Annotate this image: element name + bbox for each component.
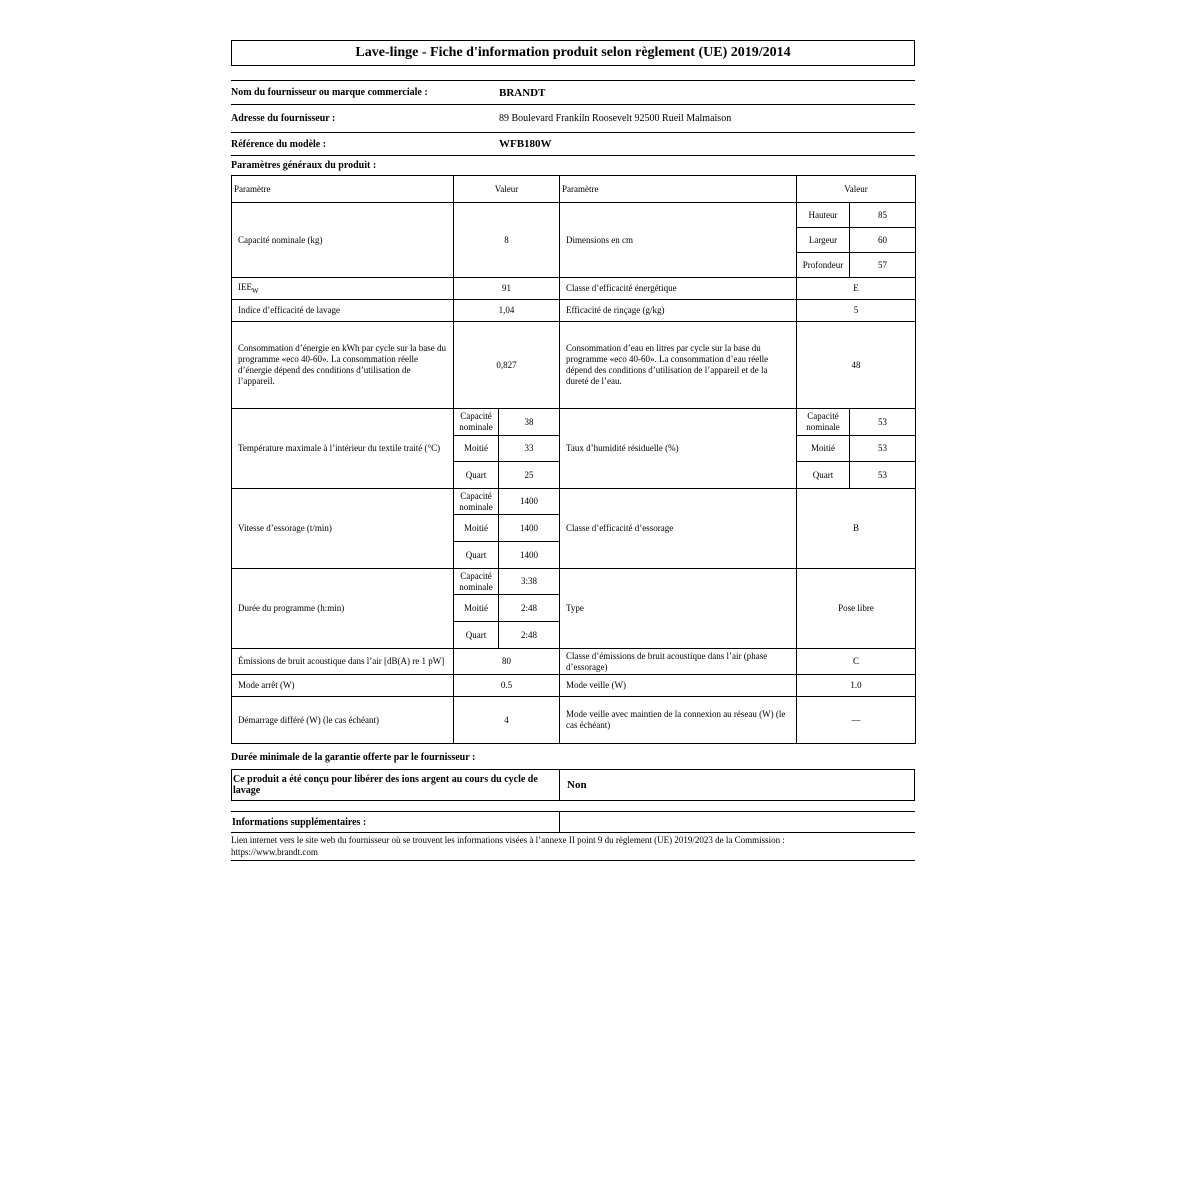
energy-class-value: E xyxy=(797,278,916,300)
height-value: 85 xyxy=(850,203,916,228)
duration-quarter-label: Quart xyxy=(454,622,499,649)
networked-standby-label: Mode veille avec maintien de la connexion au réseau (W) (le cas échéant) xyxy=(560,697,797,744)
supplier-link-url[interactable]: https://www.brandt.com xyxy=(231,846,318,857)
capacity-label: Capacité nominale (kg) xyxy=(232,203,454,278)
params-heading: Paramètres généraux du produit : xyxy=(231,155,915,175)
dimensions-label: Dimensions en cm xyxy=(560,203,797,278)
spin-class-value: B xyxy=(797,489,916,569)
sheet-title-text: Lave-linge - Fiche d'information produit selon règlement (UE) 2019/2014 xyxy=(355,45,791,60)
duration-capacity-value: 3:38 xyxy=(499,569,560,595)
spin-capacity-label: Capacité nominale xyxy=(454,489,499,515)
silver-ions-label: Ce produit a été conçu pour libérer des ions argent au cours du cycle de lavage xyxy=(232,770,560,800)
water-consumption-value: 48 xyxy=(797,322,916,409)
type-label: Type xyxy=(560,569,797,649)
width-label: Largeur xyxy=(797,228,850,253)
washing-index-value: 1,04 xyxy=(454,300,560,322)
silver-ions-row xyxy=(231,769,915,801)
product-information-sheet xyxy=(231,40,915,861)
temperature-capacity-label: Capacité nominale xyxy=(454,409,499,436)
ieew-value: 91 xyxy=(454,278,560,300)
off-mode-value: 0.5 xyxy=(454,675,560,697)
rinsing-label: Efficacité de rinçage (g/kg) xyxy=(560,300,797,322)
spin-speed-label: Vitesse d’essorage (t/min) xyxy=(232,489,454,569)
temperature-half-value: 33 xyxy=(499,436,560,462)
spin-quarter-label: Quart xyxy=(454,542,499,569)
duration-capacity-label: Capacité nominale xyxy=(454,569,499,595)
humidity-quarter-label: Quart xyxy=(797,462,850,489)
extra-info-value xyxy=(560,812,915,832)
delayed-start-label: Démarrage différé (W) (le cas échéant) xyxy=(232,697,454,744)
spin-capacity-value: 1400 xyxy=(499,489,560,515)
supplier-address-row xyxy=(231,104,915,132)
noise-value: 80 xyxy=(454,649,560,675)
supplier-link-block xyxy=(231,833,915,861)
type-value: Pose libre xyxy=(797,569,916,649)
supplier-name-value: BRANDT xyxy=(499,86,546,99)
height-label: Hauteur xyxy=(797,203,850,228)
standby-value: 1.0 xyxy=(797,675,916,697)
extra-info-label: Informations supplémentaires : xyxy=(231,812,560,832)
energy-consumption-label: Consommation d’énergie en kWh par cycle sur la base du programme «eco 40-60». La consommation réelle d’énergie dépend des conditions d’utilisation de l’appareil. xyxy=(232,322,454,409)
temperature-quarter-label: Quart xyxy=(454,462,499,489)
spin-class-label: Classe d’efficacité d’essorage xyxy=(560,489,797,569)
sheet-title xyxy=(231,40,915,66)
ieew-label: $IEE_W$ xyxy=(232,278,454,300)
spin-quarter-value: 1400 xyxy=(499,542,560,569)
washing-index-label: Indice d’efficacité de lavage xyxy=(232,300,454,322)
humidity-capacity-value: 53 xyxy=(850,409,916,436)
humidity-half-label: Moitié xyxy=(797,436,850,462)
humidity-capacity-label: Capacité nominale xyxy=(797,409,850,436)
delayed-start-value: 4 xyxy=(454,697,560,744)
spin-half-label: Moitié xyxy=(454,515,499,542)
width-value: 60 xyxy=(850,228,916,253)
temperature-half-label: Moitié xyxy=(454,436,499,462)
energy-class-label: Classe d’efficacité énergétique xyxy=(560,278,797,300)
noise-class-label: Classe d’émissions de bruit acoustique dans l’air (phase d’essorage) xyxy=(560,649,797,675)
standby-label: Mode veille (W) xyxy=(560,675,797,697)
depth-value: 57 xyxy=(850,253,916,278)
model-reference-value: WFB180W xyxy=(499,138,552,150)
params-table xyxy=(231,175,916,744)
supplier-name-label: Nom du fournisseur ou marque commerciale : xyxy=(231,87,428,98)
temperature-quarter-value: 25 xyxy=(499,462,560,489)
table-header-row xyxy=(232,176,916,203)
extra-info-row xyxy=(231,811,915,833)
supplier-address-value: 89 Boulevard Frankiln Roosevelt 92500 Rueil Malmaison xyxy=(499,113,732,124)
header-value-right: Valeur xyxy=(797,176,916,203)
capacity-value: 8 xyxy=(454,203,560,278)
duration-label: Durée du programme (h:min) xyxy=(232,569,454,649)
model-reference-row xyxy=(231,132,915,155)
header-param-left: Paramètre xyxy=(232,176,454,203)
header-param-right: Paramètre xyxy=(560,176,797,203)
networked-standby-value: — xyxy=(797,697,916,744)
supplier-link-text: Lien internet vers le site web du fournisseur où se trouvent les informations visées à l’annexe II point 9 du règlement (UE) 2019/2023 de la Commission : xyxy=(231,835,785,845)
duration-half-value: 2:48 xyxy=(499,595,560,622)
water-consumption-label: Consommation d’eau en litres par cycle sur la base du programme «eco 40-60». La consommation d’eau réelle dépend des conditions d’utilisation de l’appareil et de la dureté de l’eau. xyxy=(560,322,797,409)
supplier-address-label: Adresse du fournisseur : xyxy=(231,113,336,124)
humidity-quarter-value: 53 xyxy=(850,462,916,489)
rinsing-value: 5 xyxy=(797,300,916,322)
noise-label: Émissions de bruit acoustique dans l’air [dB(A) re 1 pW] xyxy=(232,649,454,675)
guarantee-label: Durée minimale de la garantie offerte par le fournisseur : xyxy=(231,752,476,763)
depth-label: Profondeur xyxy=(797,253,850,278)
header-value-left: Valeur xyxy=(454,176,560,203)
humidity-label: Taux d’humidité résiduelle (%) xyxy=(560,409,797,489)
duration-quarter-value: 2:48 xyxy=(499,622,560,649)
off-mode-label: Mode arrêt (W) xyxy=(232,675,454,697)
supplier-name-row xyxy=(231,80,915,104)
spin-half-value: 1400 xyxy=(499,515,560,542)
model-reference-label: Référence du modèle : xyxy=(231,138,327,150)
noise-class-value: C xyxy=(797,649,916,675)
humidity-half-value: 53 xyxy=(850,436,916,462)
duration-half-label: Moitié xyxy=(454,595,499,622)
silver-ions-value: Non xyxy=(567,779,587,791)
energy-consumption-value: 0,827 xyxy=(454,322,560,409)
temperature-capacity-value: 38 xyxy=(499,409,560,436)
temperature-label: Température maximale à l’intérieur du textile traité (°C) xyxy=(232,409,454,489)
